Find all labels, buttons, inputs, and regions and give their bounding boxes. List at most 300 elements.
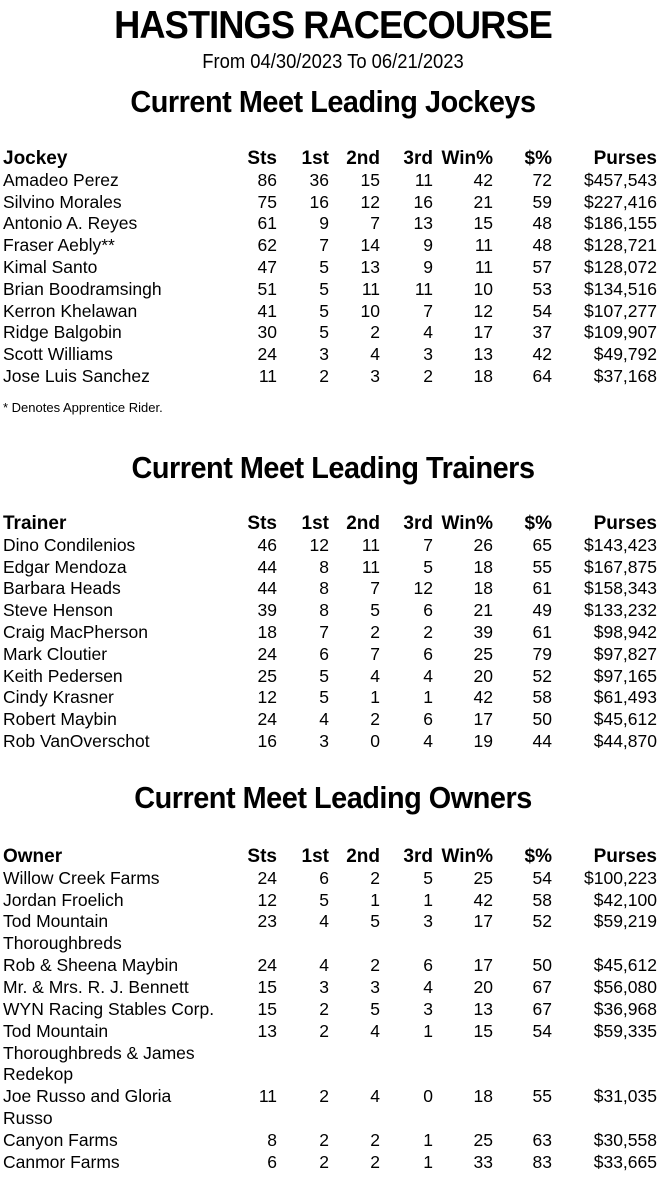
cell-money-pct: 61 (532, 578, 552, 599)
cell-purses: $37,168 (593, 365, 657, 386)
cell-seconds: 10 (360, 300, 380, 321)
cell-name: Scott Williams (3, 344, 113, 365)
cell-money-pct: 67 (532, 998, 552, 1019)
cell-thirds: 4 (423, 730, 433, 751)
cell-starts: 62 (257, 235, 277, 256)
cell-firsts: 2 (319, 1151, 329, 1172)
cell-money-pct: 57 (532, 256, 552, 277)
cell-money-pct: 67 (532, 977, 552, 998)
cell-seconds: 2 (370, 1129, 380, 1150)
cell-purses: $227,416 (584, 191, 657, 212)
cell-thirds: 2 (423, 365, 433, 386)
cell-purses: $128,721 (584, 235, 657, 256)
cell-firsts: 2 (319, 365, 329, 386)
cell-seconds: 2 (370, 621, 380, 642)
trainers-section-title: Current Meet Leading Trainers (131, 450, 535, 485)
cell-thirds: 7 (423, 534, 433, 555)
header-money-pct: $% (524, 148, 552, 169)
cell-win-pct: 17 (473, 322, 493, 343)
cell-starts: 24 (257, 867, 277, 888)
cell-seconds: 4 (370, 1085, 380, 1106)
header-thirds: 3rd (403, 846, 433, 867)
cell-thirds: 11 (414, 278, 433, 299)
cell-name: Barbara Heads (3, 578, 121, 599)
table-row (0, 911, 666, 955)
cell-starts: 23 (257, 911, 277, 932)
cell-firsts: 3 (319, 977, 329, 998)
cell-seconds: 7 (370, 213, 380, 234)
cell-win-pct: 39 (473, 621, 493, 642)
cell-name: Ridge Balgobin (3, 322, 122, 343)
cell-starts: 15 (257, 998, 277, 1019)
cell-seconds: 5 (370, 911, 380, 932)
cell-firsts: 8 (319, 578, 329, 599)
table-row (0, 235, 666, 257)
cell-win-pct: 15 (473, 213, 493, 234)
cell-name: Fraser Aebly** (3, 235, 115, 256)
table-row (0, 170, 666, 192)
header-starts: Sts (247, 148, 277, 169)
cell-win-pct: 25 (473, 867, 493, 888)
cell-seconds: 12 (360, 191, 380, 212)
cell-starts: 15 (257, 977, 277, 998)
cell-starts: 30 (257, 322, 277, 343)
cell-firsts: 5 (319, 687, 329, 708)
table-row (0, 344, 666, 366)
cell-money-pct: 55 (532, 556, 552, 577)
table-row (0, 977, 666, 999)
header-starts: Sts (247, 846, 277, 867)
apprentice-footnote: * Denotes Apprentice Rider. (3, 400, 163, 415)
table-row (0, 535, 666, 557)
cell-purses: $143,423 (584, 534, 657, 555)
cell-purses: $98,942 (593, 621, 657, 642)
cell-thirds: 3 (423, 344, 433, 365)
cell-win-pct: 13 (473, 998, 493, 1019)
cell-name: Canmor Farms (3, 1151, 120, 1172)
cell-firsts: 8 (319, 556, 329, 577)
owners-section-title: Current Meet Leading Owners (134, 780, 532, 815)
table-row (0, 257, 666, 279)
cell-win-pct: 17 (473, 911, 493, 932)
cell-win-pct: 11 (474, 256, 493, 277)
cell-starts: 41 (257, 300, 277, 321)
cell-thirds: 9 (423, 235, 433, 256)
cell-thirds: 6 (423, 709, 433, 730)
cell-thirds: 6 (423, 643, 433, 664)
cell-win-pct: 42 (473, 169, 493, 190)
cell-thirds: 1 (423, 1129, 433, 1150)
cell-thirds: 1 (423, 1151, 433, 1172)
cell-win-pct: 11 (474, 235, 493, 256)
cell-name: Antonio A. Reyes (3, 213, 138, 234)
owners-table (0, 846, 666, 1173)
header-firsts: 1st (301, 846, 329, 867)
cell-seconds: 7 (370, 578, 380, 599)
jockeys-table (0, 148, 666, 388)
cell-thirds: 5 (423, 556, 433, 577)
cell-purses: $97,827 (593, 643, 657, 664)
cell-firsts: 36 (309, 169, 329, 190)
cell-seconds: 2 (370, 955, 380, 976)
table-row (0, 301, 666, 323)
cell-money-pct: 48 (532, 213, 552, 234)
cell-money-pct: 83 (532, 1151, 552, 1172)
cell-starts: 11 (258, 365, 277, 386)
cell-thirds: 13 (413, 213, 433, 234)
cell-win-pct: 42 (473, 889, 493, 910)
table-row (0, 366, 666, 388)
cell-seconds: 15 (360, 169, 380, 190)
cell-seconds: 1 (370, 889, 380, 910)
cell-seconds: 2 (370, 1151, 380, 1172)
cell-name: Keith Pedersen (3, 665, 123, 686)
cell-seconds: 13 (360, 256, 380, 277)
table-row (0, 279, 666, 301)
cell-thirds: 4 (423, 665, 433, 686)
cell-firsts: 3 (319, 344, 329, 365)
cell-firsts: 5 (319, 278, 329, 299)
header-name: Trainer (3, 513, 67, 534)
cell-win-pct: 18 (473, 556, 493, 577)
cell-purses: $45,612 (593, 709, 657, 730)
cell-money-pct: 54 (532, 1020, 552, 1041)
cell-money-pct: 54 (532, 867, 552, 888)
cell-purses: $30,558 (593, 1129, 657, 1150)
header-starts: Sts (247, 513, 277, 534)
date-range: From 04/30/2023 To 06/21/2023 (202, 51, 464, 73)
cell-firsts: 4 (319, 709, 329, 730)
header-purses: Purses (593, 846, 657, 867)
table-header-row (0, 148, 666, 170)
cell-purses: $42,100 (593, 889, 657, 910)
cell-name: Mark Cloutier (3, 643, 108, 664)
cell-thirds: 11 (414, 169, 433, 190)
cell-seconds: 14 (360, 235, 380, 256)
cell-firsts: 4 (319, 955, 329, 976)
cell-name: Craig MacPherson (3, 621, 148, 642)
cell-money-pct: 63 (532, 1129, 552, 1150)
table-row (0, 890, 666, 912)
cell-starts: 12 (257, 889, 277, 910)
cell-firsts: 7 (319, 621, 329, 642)
table-row (0, 1021, 666, 1086)
cell-thirds: 9 (423, 256, 433, 277)
header-firsts: 1st (301, 513, 329, 534)
cell-purses: $107,277 (584, 300, 657, 321)
cell-win-pct: 25 (473, 643, 493, 664)
cell-starts: 12 (257, 687, 277, 708)
cell-starts: 61 (257, 213, 277, 234)
cell-seconds: 5 (370, 600, 380, 621)
cell-purses: $44,870 (593, 730, 657, 751)
table-row (0, 709, 666, 731)
cell-win-pct: 21 (473, 191, 493, 212)
cell-money-pct: 72 (532, 169, 552, 190)
cell-win-pct: 13 (473, 344, 493, 365)
cell-win-pct: 25 (473, 1129, 493, 1150)
cell-purses: $97,165 (593, 665, 657, 686)
cell-name: Rob VanOverschot (3, 730, 150, 751)
cell-money-pct: 64 (532, 365, 552, 386)
cell-name: Jordan Froelich (3, 889, 124, 910)
cell-seconds: 4 (370, 665, 380, 686)
cell-money-pct: 54 (532, 300, 552, 321)
cell-starts: 25 (257, 665, 277, 686)
cell-win-pct: 18 (473, 365, 493, 386)
header-win-pct: Win% (441, 148, 493, 169)
cell-firsts: 6 (319, 643, 329, 664)
cell-money-pct: 65 (532, 534, 552, 555)
cell-purses: $59,335 (593, 1020, 657, 1041)
header-purses: Purses (593, 513, 657, 534)
table-header-row (0, 513, 666, 535)
cell-thirds: 1 (423, 687, 433, 708)
cell-seconds: 3 (370, 977, 380, 998)
cell-purses: $36,968 (593, 998, 657, 1019)
cell-firsts: 7 (319, 235, 329, 256)
table-row (0, 1130, 666, 1152)
cell-name: WYN Racing Stables Corp. (3, 998, 215, 1019)
cell-win-pct: 17 (473, 955, 493, 976)
cell-money-pct: 59 (532, 191, 552, 212)
cell-win-pct: 15 (473, 1020, 493, 1041)
cell-purses: $457,543 (584, 169, 657, 190)
table-row (0, 322, 666, 344)
cell-money-pct: 52 (532, 665, 552, 686)
cell-starts: 18 (257, 621, 277, 642)
cell-purses: $109,907 (584, 322, 657, 343)
cell-starts: 6 (267, 1151, 277, 1172)
cell-starts: 44 (257, 556, 277, 577)
cell-win-pct: 20 (473, 665, 493, 686)
header-thirds: 3rd (403, 513, 433, 534)
cell-name: Willow Creek Farms (3, 867, 160, 888)
cell-seconds: 2 (370, 867, 380, 888)
cell-seconds: 3 (370, 365, 380, 386)
cell-money-pct: 55 (532, 1085, 552, 1106)
page-title: HASTINGS RACECOURSE (114, 4, 552, 47)
cell-firsts: 16 (309, 191, 329, 212)
cell-name: Amadeo Perez (3, 169, 119, 190)
cell-firsts: 2 (319, 998, 329, 1019)
cell-thirds: 1 (423, 1020, 433, 1041)
cell-thirds: 3 (423, 998, 433, 1019)
cell-name: Edgar Mendoza (3, 556, 127, 577)
cell-purses: $167,875 (584, 556, 657, 577)
header-seconds: 2nd (346, 513, 380, 534)
cell-money-pct: 58 (532, 889, 552, 910)
cell-money-pct: 52 (532, 911, 552, 932)
table-row (0, 600, 666, 622)
cell-firsts: 4 (319, 911, 329, 932)
cell-win-pct: 10 (473, 278, 493, 299)
cell-name: Rob & Sheena Maybin (3, 955, 179, 976)
cell-money-pct: 79 (532, 643, 552, 664)
cell-starts: 39 (257, 600, 277, 621)
cell-money-pct: 50 (532, 955, 552, 976)
table-row (0, 622, 666, 644)
table-row (0, 731, 666, 753)
cell-starts: 47 (257, 256, 277, 277)
cell-win-pct: 18 (473, 578, 493, 599)
cell-money-pct: 42 (532, 344, 552, 365)
cell-seconds: 11 (361, 278, 380, 299)
cell-thirds: 1 (423, 889, 433, 910)
cell-purses: $158,343 (584, 578, 657, 599)
cell-win-pct: 20 (473, 977, 493, 998)
cell-seconds: 1 (370, 687, 380, 708)
cell-name: Tod Mountain Thoroughbreds (3, 911, 122, 954)
table-row (0, 955, 666, 977)
cell-purses: $100,223 (584, 867, 657, 888)
cell-win-pct: 12 (473, 300, 493, 321)
cell-starts: 8 (267, 1129, 277, 1150)
cell-purses: $49,792 (593, 344, 657, 365)
cell-starts: 75 (257, 191, 277, 212)
cell-seconds: 4 (370, 1020, 380, 1041)
cell-starts: 24 (257, 643, 277, 664)
cell-firsts: 2 (319, 1085, 329, 1106)
cell-win-pct: 33 (473, 1151, 493, 1172)
cell-firsts: 5 (319, 300, 329, 321)
header-name: Jockey (3, 148, 68, 169)
cell-starts: 13 (257, 1020, 277, 1041)
cell-seconds: 5 (370, 998, 380, 1019)
table-header-row (0, 846, 666, 868)
cell-purses: $133,232 (584, 600, 657, 621)
header-thirds: 3rd (403, 148, 433, 169)
cell-firsts: 5 (319, 665, 329, 686)
cell-purses: $186,155 (584, 213, 657, 234)
cell-purses: $59,219 (593, 911, 657, 932)
cell-name: Canyon Farms (3, 1129, 118, 1150)
cell-money-pct: 37 (532, 322, 552, 343)
cell-thirds: 12 (413, 578, 433, 599)
cell-firsts: 8 (319, 600, 329, 621)
cell-money-pct: 61 (532, 621, 552, 642)
table-row (0, 1152, 666, 1174)
cell-name: Silvino Morales (3, 191, 122, 212)
cell-starts: 24 (257, 344, 277, 365)
cell-thirds: 0 (423, 1085, 433, 1106)
cell-thirds: 6 (423, 600, 433, 621)
cell-firsts: 12 (309, 534, 329, 555)
cell-starts: 44 (257, 578, 277, 599)
cell-name: Brian Boodramsingh (3, 278, 162, 299)
cell-firsts: 3 (319, 730, 329, 751)
cell-win-pct: 26 (473, 534, 493, 555)
cell-name: Joe Russo and Gloria Russo (3, 1085, 172, 1128)
cell-seconds: 0 (370, 730, 380, 751)
table-row (0, 666, 666, 688)
cell-name: Tod Mountain Thoroughbreds & James Redekop (3, 1020, 195, 1085)
cell-thirds: 3 (423, 911, 433, 932)
cell-thirds: 5 (423, 867, 433, 888)
cell-starts: 51 (257, 278, 277, 299)
table-row (0, 999, 666, 1021)
cell-purses: $45,612 (593, 955, 657, 976)
cell-seconds: 2 (370, 709, 380, 730)
cell-firsts: 2 (319, 1129, 329, 1150)
cell-firsts: 5 (319, 889, 329, 910)
header-money-pct: $% (524, 513, 552, 534)
header-seconds: 2nd (346, 148, 380, 169)
trainers-table (0, 513, 666, 753)
cell-name: Cindy Krasner (3, 687, 114, 708)
cell-name: Dino Condilenios (3, 534, 136, 555)
table-row (0, 1086, 666, 1130)
cell-seconds: 2 (370, 322, 380, 343)
cell-firsts: 9 (319, 213, 329, 234)
cell-name: Kerron Khelawan (3, 300, 138, 321)
header-win-pct: Win% (441, 846, 493, 867)
cell-starts: 16 (257, 730, 277, 751)
cell-starts: 24 (257, 709, 277, 730)
cell-starts: 86 (257, 169, 277, 190)
cell-win-pct: 21 (473, 600, 493, 621)
cell-thirds: 4 (423, 977, 433, 998)
cell-firsts: 6 (319, 867, 329, 888)
cell-firsts: 5 (319, 322, 329, 343)
cell-win-pct: 18 (473, 1085, 493, 1106)
header-name: Owner (3, 846, 63, 867)
cell-name: Robert Maybin (3, 709, 117, 730)
cell-money-pct: 58 (532, 687, 552, 708)
table-row (0, 578, 666, 600)
cell-thirds: 4 (423, 322, 433, 343)
cell-win-pct: 17 (473, 709, 493, 730)
cell-money-pct: 48 (532, 235, 552, 256)
cell-starts: 11 (258, 1085, 277, 1106)
cell-money-pct: 50 (532, 709, 552, 730)
cell-seconds: 7 (370, 643, 380, 664)
cell-seconds: 11 (361, 534, 380, 555)
cell-firsts: 5 (319, 256, 329, 277)
cell-starts: 24 (257, 955, 277, 976)
cell-name: Jose Luis Sanchez (3, 365, 150, 386)
cell-purses: $56,080 (593, 977, 657, 998)
jockeys-section-title: Current Meet Leading Jockeys (130, 84, 536, 119)
cell-thirds: 16 (413, 191, 433, 212)
table-row (0, 687, 666, 709)
header-seconds: 2nd (346, 846, 380, 867)
cell-firsts: 2 (319, 1020, 329, 1041)
cell-seconds: 11 (361, 556, 380, 577)
cell-purses: $61,493 (593, 687, 657, 708)
table-row (0, 557, 666, 579)
cell-name: Mr. & Mrs. R. J. Bennett (3, 977, 189, 998)
cell-name: Kimal Santo (3, 256, 98, 277)
cell-win-pct: 19 (473, 730, 493, 751)
cell-money-pct: 44 (532, 730, 552, 751)
table-row (0, 213, 666, 235)
cell-purses: $134,516 (584, 278, 657, 299)
table-row (0, 644, 666, 666)
header-money-pct: $% (524, 846, 552, 867)
cell-thirds: 6 (423, 955, 433, 976)
header-firsts: 1st (301, 148, 329, 169)
cell-purses: $128,072 (584, 256, 657, 277)
header-win-pct: Win% (441, 513, 493, 534)
cell-thirds: 7 (423, 300, 433, 321)
cell-win-pct: 42 (473, 687, 493, 708)
table-row (0, 192, 666, 214)
cell-name: Steve Henson (3, 600, 113, 621)
cell-purses: $31,035 (593, 1085, 657, 1106)
header-purses: Purses (593, 148, 657, 169)
cell-thirds: 2 (423, 621, 433, 642)
